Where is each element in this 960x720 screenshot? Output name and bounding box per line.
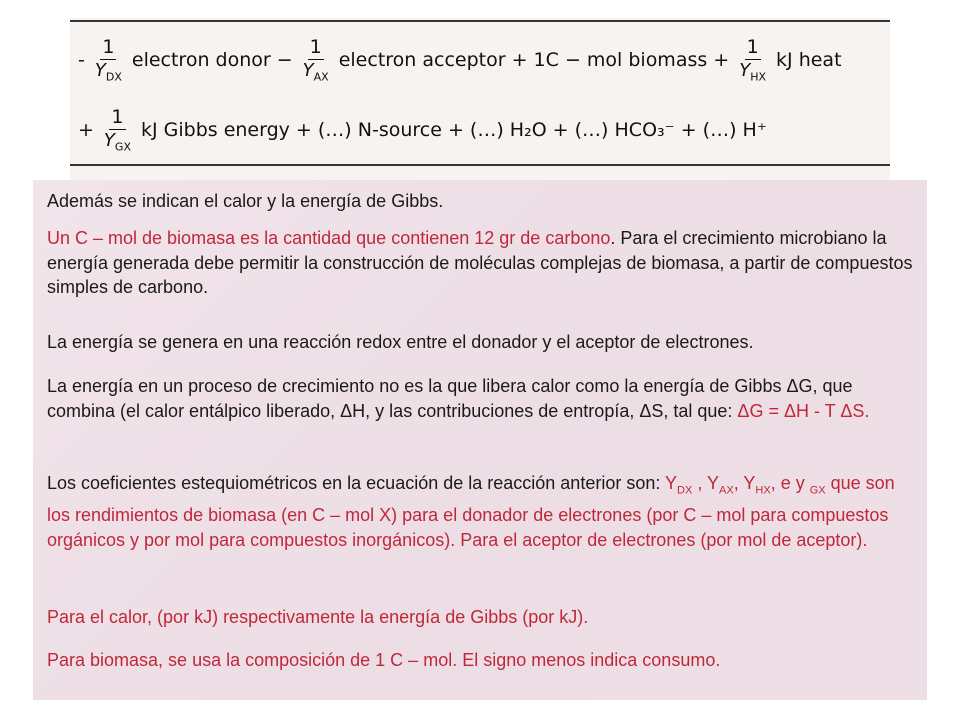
fraction-yield-hx — [739, 38, 766, 83]
paragraph-6: Para el calor, (por kJ) respectivamente la energía de Gibbs (por kJ). — [47, 607, 589, 627]
fraction-num: 1 — [102, 36, 115, 58]
equation-line-2 — [74, 108, 771, 153]
paragraph-7: Para biomasa, se usa la composición de 1 C – mol. El signo menos indica consumo. — [47, 650, 721, 670]
fraction-num: 1 — [111, 106, 124, 128]
equation-bottom-rule — [70, 164, 890, 166]
paragraph-1: Además se indican el calor y la energía de Gibbs. — [47, 191, 444, 211]
eq1-term-acceptor: electron acceptor + 1C − mol biomass + — [338, 49, 730, 72]
fraction-yield-ax — [303, 38, 329, 83]
equation-line-1 — [74, 38, 846, 83]
yield-coefficients: $Y_{DX}$ , $Y_{AX}$, $Y_{HX}$, e y $_{GX}$ que son los rendimientos de biomasa (en C – mol X) para el donador de electrones (por C – mol para compuestos orgánicos y por mol para compuestos inorgánicos). Para el aceptor de electrones (por mol de aceptor). — [47, 473, 895, 550]
paragraph-4: La energía en un proceso de crecimiento no es la que libera calor como la energía de Gibbs ΔG, que combina (el calor entálpico liberado, ΔH, y las contribuciones de entropía, ΔS, tal que: ΔG = ΔH - T ΔS. — [47, 376, 870, 421]
fraction-yield-gx — [104, 108, 131, 153]
text-panel — [33, 180, 927, 700]
fraction-den: $Y_{DX}$ — [94, 60, 122, 84]
paragraph-3: La energía se genera en una reacción redox entre el donador y el aceptor de electrones. — [47, 332, 754, 352]
eq2-term-gibbs: kJ Gibbs energy + (…) N-source + (…) H₂O + (…) HCO₃⁻ + (…) H⁺ — [140, 119, 767, 142]
fraction-den: $Y_{AX}$ — [302, 60, 329, 84]
paragraph-5: Los coeficientes estequiométricos en la ecuación de la reacción anterior son: $Y_{DX}$ , $Y_{AX}$, $Y_{HX}$, e y $_{GX}$ que son los rendimientos de biomasa (en C – mol X) para el donador de electrones (por C – mol para compuestos orgánicos y por mol para compuestos inorgánicos). Para el aceptor de electrones (por mol de aceptor). — [47, 473, 895, 550]
fraction-den: $Y_{HX}$ — [739, 60, 767, 84]
fraction-num: 1 — [746, 36, 759, 58]
eq1-term-donor: electron donor − — [131, 49, 293, 72]
equation-top-rule — [70, 20, 890, 22]
fraction-yield-dx — [95, 38, 122, 83]
fraction-num: 1 — [309, 36, 322, 58]
fraction-den: $Y_{GX}$ — [103, 130, 131, 154]
paragraph-2: Un C – mol de biomasa es la cantidad que contienen 12 gr de carbono. Para el crecimiento microbiano la energía generada debe permitir la construcción de moléculas complejas de biomasa, a partir de compuestos simples de carbono. — [47, 228, 913, 297]
highlight-definition: Un C – mol de biomasa es la cantidad que contienen 12 gr de carbono — [47, 228, 611, 248]
gibbs-equation: ΔG = ΔH - T ΔS. — [737, 400, 870, 421]
eq1-lead-sign: - — [78, 49, 85, 72]
eq1-term-heat: kJ heat — [776, 49, 842, 72]
eq2-lead-sign: + — [78, 119, 94, 142]
